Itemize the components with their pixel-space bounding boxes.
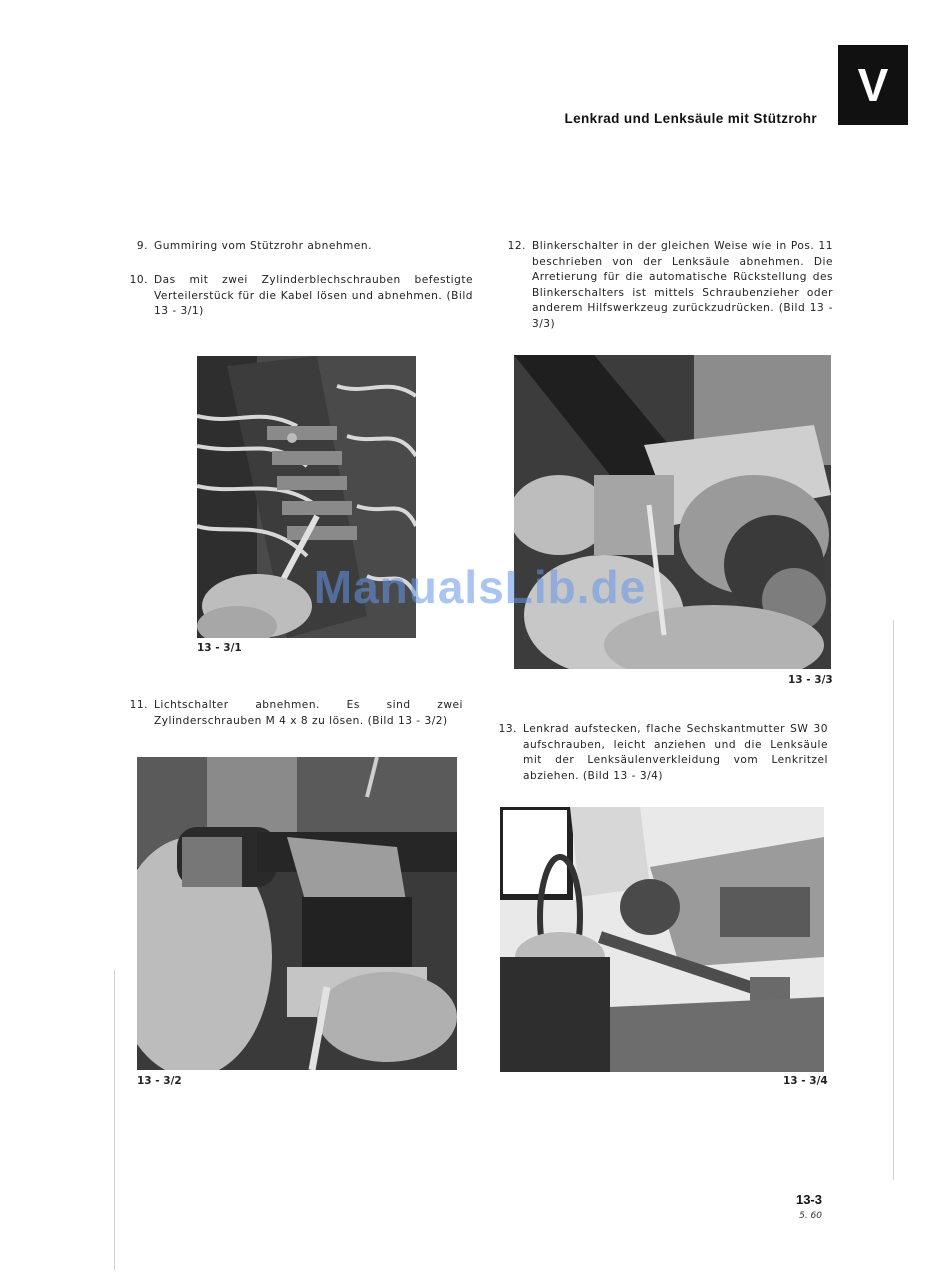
photo-steering-column-removal xyxy=(500,807,824,1072)
step-number: 12. xyxy=(507,240,526,252)
step-number: 13. xyxy=(498,723,517,735)
step-text: Das mit zwei Zylinderblechschrauben befestigte Verteilerstück für die Kabel lösen und abnehmen. (Bild 13 - 3/1) xyxy=(154,274,473,318)
page-number: 13-3 xyxy=(795,1192,822,1207)
step-12 xyxy=(506,239,833,333)
step-text: Blinkerschalter in der gleichen Weise wie in Pos. 11 beschrieben von der Lenksäule abnehmen. Die Arretierung für die automatische Rückstellung des Blinkerschalters ist mittels Schraubenzieher oder anderem Hilfswerkzeug zurückzudrücken. (Bild 13 - 3/3) xyxy=(532,240,833,330)
step-number: 11. xyxy=(129,699,148,711)
step-number: 10. xyxy=(129,274,148,286)
step-text: Lenkrad aufstecken, flache Sechskantmutter SW 30 aufschrauben, leicht anziehen und die Lenksäule mit der Lenksäulenverkleidung vom Lenkritzel abziehen. (Bild 13 - 3/4) xyxy=(523,723,828,782)
page-title: Lenkrad und Lenksäule mit Stützrohr xyxy=(564,111,817,126)
figure-caption: 13 - 3/1 xyxy=(197,642,242,654)
step-10 xyxy=(128,273,473,320)
step-number: 9. xyxy=(136,240,148,252)
step-text: Lichtschalter abnehmen. Es sind zwei Zylinderschrauben M 4 x 8 zu lösen. (Bild 13 - 3/2) xyxy=(154,699,463,727)
scan-edge-left xyxy=(114,970,115,1270)
figure-caption: 13 - 3/3 xyxy=(788,674,833,686)
section-tab xyxy=(838,45,908,125)
scan-edge-right xyxy=(893,620,894,1180)
step-9 xyxy=(128,239,473,255)
step-text: Gummiring vom Stützrohr abnehmen. xyxy=(154,240,372,252)
page-date: 5. 60 xyxy=(799,1211,822,1221)
photo-light-switch xyxy=(137,757,457,1070)
step-13 xyxy=(497,722,828,784)
section-letter: V xyxy=(857,59,889,111)
photo-turn-signal-switch xyxy=(514,355,831,669)
watermark: ManualsLib.de xyxy=(313,561,647,613)
figure-caption: 13 - 3/2 xyxy=(137,1075,182,1087)
step-11 xyxy=(128,698,463,729)
figure-caption: 13 - 3/4 xyxy=(783,1075,828,1087)
